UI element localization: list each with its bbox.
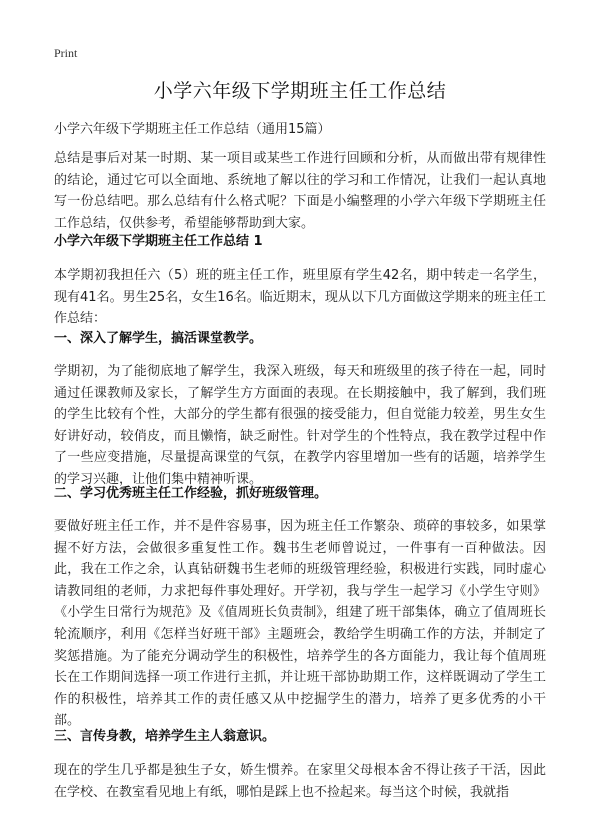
document-subtitle: 小学六年级下学期班主任工作总结（通用15篇） xyxy=(54,122,331,137)
intro-paragraph: 总结是事后对某一时期、某一项目或某些工作进行回顾和分析，从而做出带有规律性的结论，通过它可以全面地、系统地了解以往的学习和工作情况，让我们一起认真地写一份总结吧。那么总结有什么格式呢？下面是小编整理的小学六年级下学期班主任工作总结，仅供参考，希望能够帮助到大家。 xyxy=(54,151,546,231)
paragraph-3: 现在的学生几乎都是独生子女，娇生惯养。在家里父母根本舍不得让孩子干活，因此在学校、在教室看见地上有纸，哪怕是踩上也不捡起来。每当这个时候，我就指 xyxy=(54,763,546,800)
section-paragraph: 本学期初我担任六（5）班的班主任工作，班里原有学生42名，期中转走一名学生，现有41名。男生25名，女生16名。临近期末，现从以下几方面做这学期来的班主任工作总结： xyxy=(54,268,546,327)
print-link[interactable]: Print xyxy=(54,46,78,60)
paragraph-2: 要做好班主任工作，并不是件容易事，因为班主任工作繁杂、琐碎的事较多，如果掌握不好方法，会做很多重复性工作。魏书生老师曾说过，一件事有一百种做法。因此，我在工作之余，认真钻研魏书生老师的班级管理经验，积极进行实践，同时虚心请教同组的老师，力求把每件事处理好。开学初，我与学生一起学习《小学生守则》《小学生日常行为规范》及《值周班长负责制》，组建了班干部集体，确立了值周班长轮流顺序，利用《怎样当好班干部》主题班会，教给学生明确工作的方法，并制定了奖惩措施。为了能充分调动学生的积极性，培养学生的各方面能力，我让每个值周班长在工作期间选择一项工作进行主抓，并让班干部协助期工作，这样既调动了学生工作的积极性，培养其工作的责任感又从中挖掘学生的潜力，培养了更多优秀的小干部。 xyxy=(54,519,546,729)
heading-3: 三、言传身教，培养学生主人翁意识。 xyxy=(54,729,276,744)
paragraph-1: 学期初，为了能彻底地了解学生，我深入班级，每天和班级里的孩子待在一起，同时通过任课教师及家长，了解学生方方面面的表现。在长期接触中，我了解到，我们班的学生比较有个性，大部分的学生都有很强的接受能力，但自觉能力较差，男生女生好讲好动，较俏皮，而且懒惰，缺乏耐性。针对学生的个性特点，我在教学过程中作了一些应变措施，尽量提高课堂的气氛，在教学内容里增加一些有的话题，培养学生的学习兴趣，让他们集中精神听课。 xyxy=(54,364,546,487)
heading-2: 二、学习优秀班主任工作经验，抓好班级管理。 xyxy=(54,486,328,501)
page-title: 小学六年级下学期班主任工作总结 xyxy=(153,80,447,102)
section-title: 小学六年级下学期班主任工作总结 1 xyxy=(54,234,263,249)
heading-1: 一、深入了解学生，搞活课堂教学。 xyxy=(54,331,263,346)
